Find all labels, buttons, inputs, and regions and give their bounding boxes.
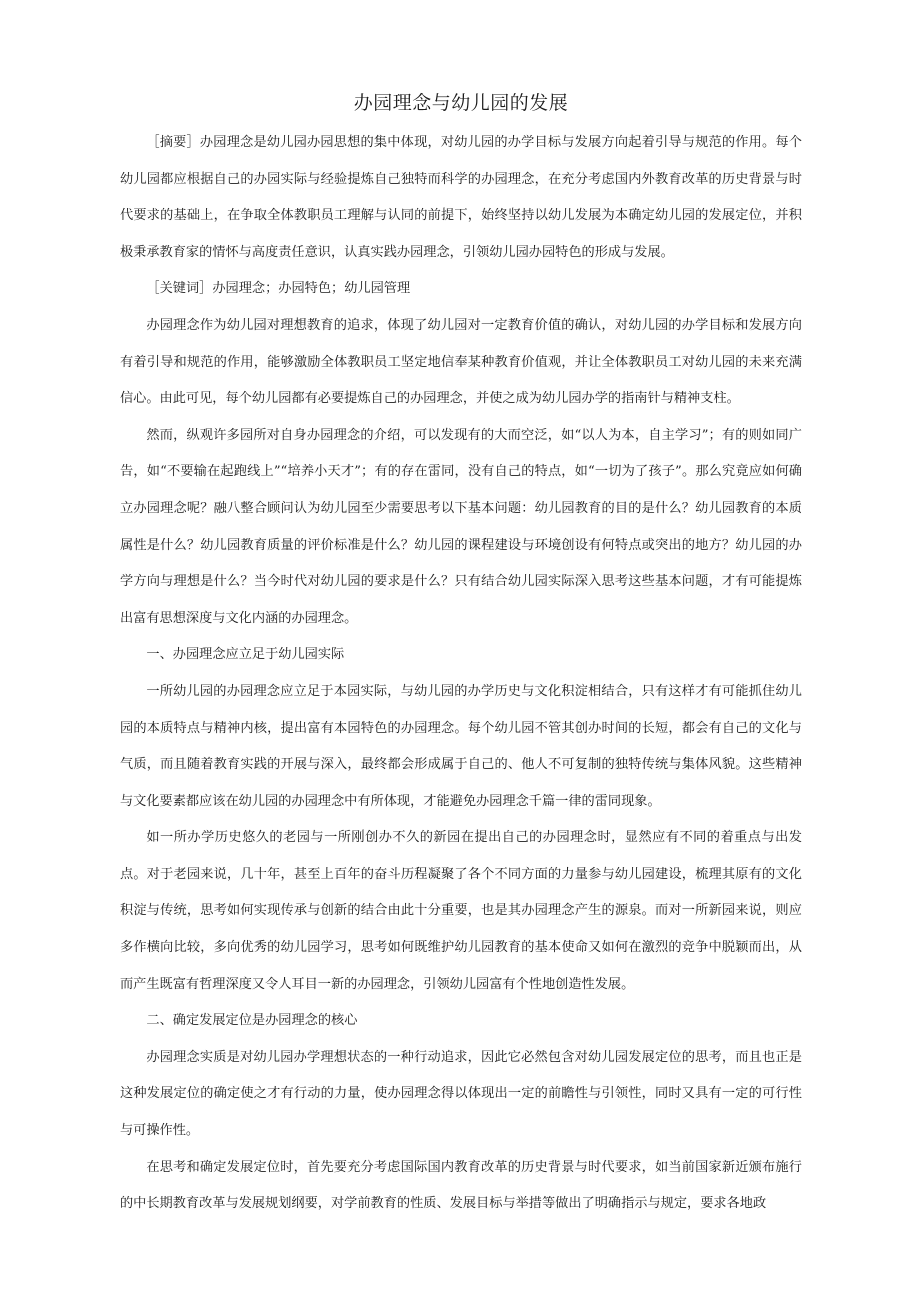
body-paragraph: 一所幼儿园的办园理念应立足于本园实际，与幼儿园的办学历史与文化积淀相结合，只有这样才有可能抓住幼儿园的本质特点与精神内核，提出富有本园特色的办园理念。每个幼儿园不管其创办时间的长短，都会有自己的文化与气质，而且随着教育实践的开展与深入，最终都会形成属于自己的、他人不可复制的独特传统与集体风貌。这些精神与文化要素都应该在幼儿园的办园理念中有所体现，才能避免办园理念千篇一律的雷同现象。 [120, 683, 802, 809]
document-title: 办园理念与幼儿园的发展 [353, 92, 569, 114]
body-paragraph: 然而，纵观许多园所对自身办园理念的介绍，可以发现有的大而空泛，如“以人为本，自主学习”；有的则如同广告，如“不要输在起跑线上”“培养小天才”；有的存在雷同，没有自己的特点，如“一切为了孩子”。那么究竟应如何确立办园理念呢？融八整合顾问认为幼儿园至少需要思考以下基本问题：幼儿园教育的目的是什么？幼儿园教育的本质属性是什么？幼儿园教育质量的评价标准是什么？幼儿园的课程建设与环境创设有何特点或突出的地方？幼儿园的办学方向与理想是什么？当今时代对幼儿园的要求是什么？只有结合幼儿园实际深入思考这些基本问题，才有可能提炼出富有思想深度与文化内涵的办园理念。 [120, 427, 802, 626]
section-heading: 二、确定发展定位是办园理念的核心 [146, 1013, 358, 1029]
body-paragraph: 办园理念实质是对幼儿园办学理想状态的一种行动追求，因此它必然包含对幼儿园发展定位的思考，而且也正是这种发展定位的确定使之才有行动的力量，使办园理念得以体现出一定的前瞻性与引领性，同时又具有一定的可行性与可操作性。 [120, 1049, 802, 1139]
body-paragraph: 在思考和确定发展定位时，首先要充分考虑国际国内教育改革的历史背景与时代要求，如当前国家新近颁布施行的中长期教育改革与发展规划纲要，对学前教育的性质、发展目标与举措等做出了明确指示与规定，要求各地政 [120, 1159, 802, 1212]
body-paragraph: 办园理念作为幼儿园对理想教育的追求，体现了幼儿园对一定教育价值的确认，对幼儿园的办学目标和发展方向有着引导和规范的作用，能够激励全体教职员工坚定地信奉某种教育价值观，并让全体教职员工对幼儿园的未来充满信心。由此可见，每个幼儿园都有必要提炼自己的办园理念，并使之成为幼儿园办学的指南针与精神支柱。 [120, 317, 802, 407]
keywords-paragraph: ［关键词］办园理念；办园特色；幼儿园管理 [146, 281, 411, 297]
abstract-paragraph: ［摘要］办园理念是幼儿园办园思想的集中体现，对幼儿园的办学目标与发展方向起着引导与规范的作用。每个幼儿园都应根据自己的办园实际与经验提炼自己独特而科学的办园理念，在充分考虑国内外教育改革的历史背景与时代要求的基础上，在争取全体教职员工理解与认同的前提下，始终坚持以幼儿发展为本确定幼儿园的发展定位，并积极秉承教育家的情怀与高度责任意识，认真实践办园理念，引领幼儿园办园特色的形成与发展。 [120, 135, 802, 260]
section-heading: 一、办园理念应立足于幼儿园实际 [146, 647, 345, 663]
body-paragraph: 如一所办学历史悠久的老园与一所刚创办不久的新园在提出自己的办园理念时，显然应有不同的着重点与出发点。对于老园来说，几十年，甚至上百年的奋斗历程凝聚了各个不同方面的力量参与幼儿园建设，梳理其原有的文化积淀与传统，思考如何实现传承与创新的结合由此十分重要，也是其办园理念产生的源泉。而对一所新园来说，则应多作横向比较，多向优秀的幼儿园学习，思考如何既维护幼儿园教育的基本使命又如何在激烈的竞争中脱颖而出，从而产生既富有哲理深度又令人耳目一新的办园理念，引领幼儿园富有个性地创造性发展。 [120, 830, 802, 992]
